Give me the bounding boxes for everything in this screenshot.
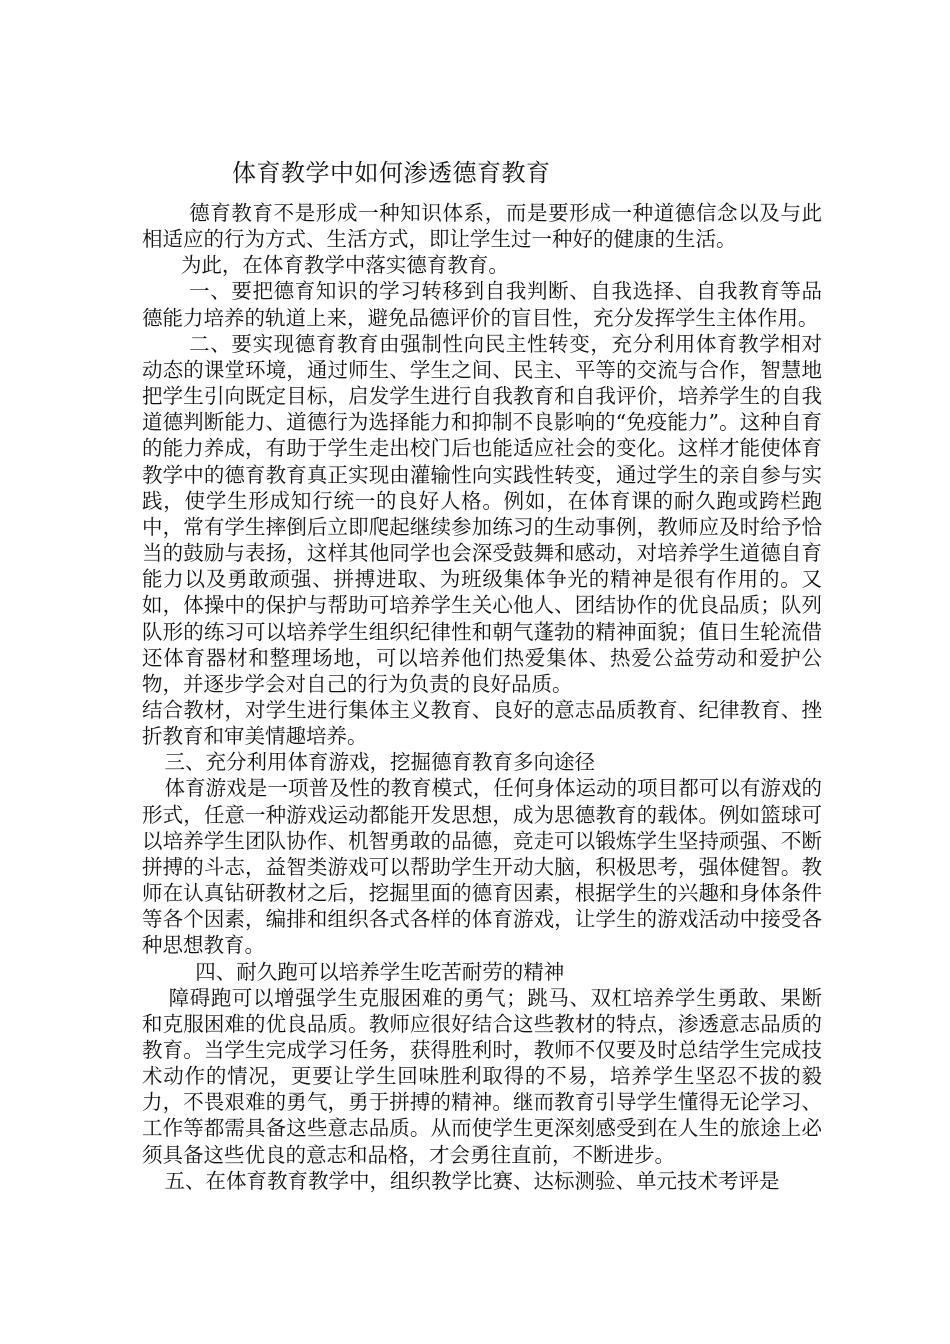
paragraph-point-five: 五、在体育教育教学中，组织教学比赛、达标测验、单元技术考评是 xyxy=(164,1168,780,1193)
paragraph-point-one: 一、要把德育知识的学习转移到自我判断、自我选择、自我教育等品德能力培养的轨道上来，避免品德评价的盲目性，充分发挥学生主体作用。 xyxy=(142,279,822,330)
paragraph-teaching-materials: 结合教材，对学生进行集体主义教育、良好的意志品质教育、纪律教育、挫折教育和审美情趣培养。 xyxy=(142,697,822,749)
paragraph-point-two: 二、要实现德育教育由强制性向民主性转变，充分利用体育教学相对动态的课堂环境，通过师生、学生之间、民主、平等的交流与合作，智慧地把学生引向既定目标，启发学生进行自我教育和自我评价，培养学生的自我道德判断能力、道德行为选择能力和抑制不良影响的“免疫能力”。这种自育的能力养成，有助于学生走出校门后也能适应社会的变化。这样才能使体育教学中的德育教育真正实现由灌输性向实践性转变，通过学生的亲自参与实践，使学生形成知行统一的良好人格。例如，在体育课的耐久跑或跨栏跑中，常有学生摔倒后立即爬起继续参加练习的生动事例，教师应及时给予恰当的鼓励与表扬，这样其他同学也会深受鼓舞和感动，对培养学生道德自育能力以及勇敢顽强、拼搏进取、为班级集体争光的精神是很有作用的。又如，体操中的保护与帮助可培养学生关心他人、团结协作的优良品质；队列队形的练习可以培养学生组织纪律性和朝气蓬勃的精神面貌；值日生轮流借还体育器材和整理场地，可以培养他们热爱集体、热爱公益劳动和爱护公物，并逐步学会对自己的行为负责的良好品质。 xyxy=(142,331,822,696)
paragraph-point-three: 体育游戏是一项普及性的教育模式，任何身体运动的项目都可以有游戏的形式，任意一种游戏运动都能开发思想，成为思德教育的载体。例如篮球可以培养学生团队协作、机智勇敢的品德，竞走可以锻炼学生坚持顽强、不断拼搏的斗志，益智类游戏可以帮助学生开动大脑，积极思考，强体健智。教师在认真钻研教材之后，挖掘里面的德育因素，根据学生的兴趣和身体条件等各个因素，编排和组织各式各样的体育游戏，让学生的游戏活动中接受各种思想教育。 xyxy=(142,776,822,958)
paragraph-point-four: 障碍跑可以增强学生克服困难的勇气；跳马、双杠培养学生勇敢、果断和克服困难的优良品质。教师应很好结合这些教材的特点，渗透意志品质的教育。当学生完成学习任务，获得胜利时，教师不仅要及时总结学生完成技术动作的情况，更要让学生回味胜利取得的不易，培养学生坚忍不拔的毅力，不畏艰难的勇气，勇于拼搏的精神。继而教育引导学生懂得无论学习、工作等都需具备这些意志品质。从而使学生更深刻感受到在人生的旅途上必须具备这些优良的意志和品格，才会勇往直前，不断进步。 xyxy=(142,985,822,1167)
paragraph-intro: 德育教育不是形成一种知识体系，而是要形成一种道德信念以及与此相适应的行为方式、生活方式，即让学生过一种好的健康的生活。 xyxy=(142,201,822,252)
section-heading-three: 三、充分利用体育游戏，挖掘德育教育多向途径 xyxy=(164,750,596,775)
section-heading-four: 四、耐久跑可以培养学生吃苦耐劳的精神 xyxy=(195,959,565,984)
document-title: 体育教学中如何渗透德育教育 xyxy=(232,159,551,187)
paragraph-intro-followup: 为此，在体育教学中落实德育教育。 xyxy=(180,253,509,278)
document-body xyxy=(142,200,822,1194)
